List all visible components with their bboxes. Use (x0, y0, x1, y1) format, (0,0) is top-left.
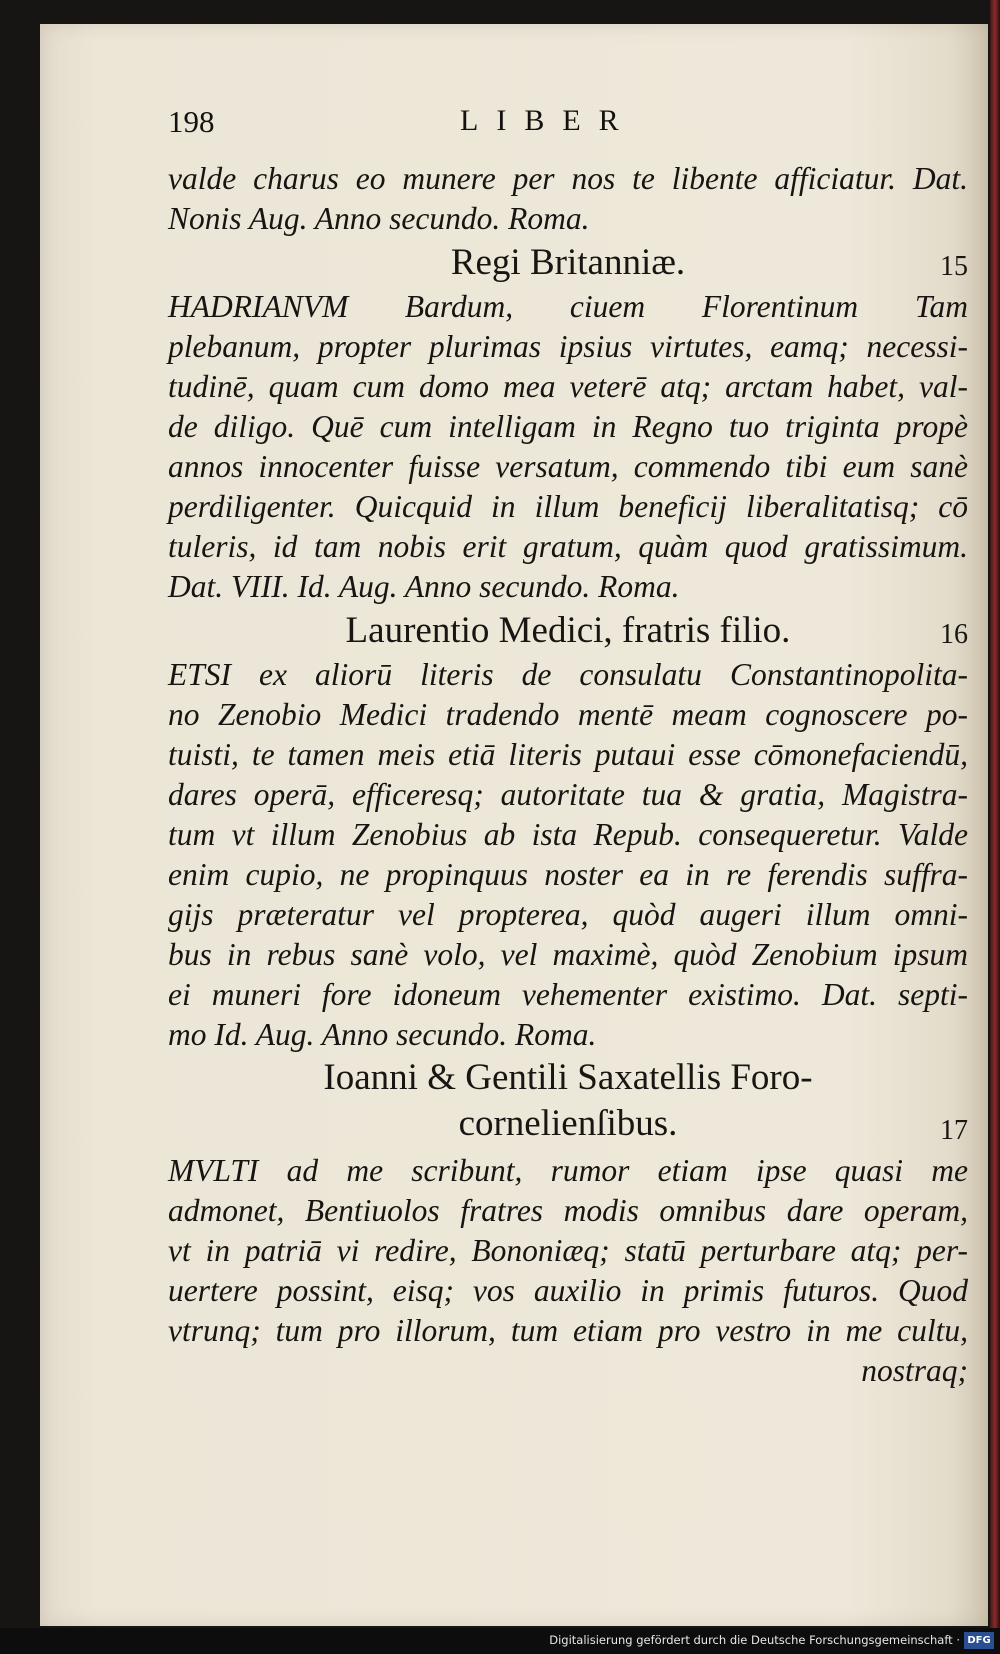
text-line: tudinē, quam cum domo mea veterē atq; arctam habet, val- (168, 369, 968, 404)
text-line: HADRIANVM Bardum, ciuem Florentinum Tam (168, 289, 968, 324)
text-line: MVLTI ad me scribunt, rumor etiam ipse quasi me (168, 1153, 968, 1188)
digitization-footer (0, 1628, 1000, 1654)
text-line: de diligo. Quē cum intelligam in Regno tuo triginta propè (168, 409, 968, 444)
text-line: Nonis Aug. Anno secundo. Roma. (168, 201, 590, 236)
page-number: 198 (168, 104, 215, 139)
letter-heading-title-line: cornelienſibus. (458, 1103, 678, 1144)
text-line: plebanum, propter plurimas ipsius virtutes, eamq; necessi- (168, 329, 968, 364)
text-line: vtrunq; tum pro illorum, tum etiam pro vestro in me cultu, (168, 1313, 968, 1348)
text-line: vt in patriā vi redire, Bononiæq; statū perturbare atq; per- (168, 1233, 968, 1268)
letter-heading (168, 239, 968, 287)
book-page (40, 24, 988, 1626)
text-line: nostraq; (861, 1353, 968, 1388)
letter-heading-title (168, 1055, 968, 1147)
letter-heading-title: Regi Britanniæ. (450, 242, 686, 283)
text-line: dares operā, efficeresq; autoritate tua & gratia, Magistra- (168, 777, 968, 812)
text-line: ei muneri fore idoneum vehementer existimo. Dat. septi- (168, 977, 968, 1012)
letter-heading-title-line: Ioanni & Gentili Saxatellis Foro- (323, 1057, 813, 1098)
page-header (168, 102, 968, 152)
letter-heading-title: Laurentio Medici, fratris filio. (345, 610, 791, 651)
text-line: annos innocenter fuisse versatum, commendo tibi eum sanè (168, 449, 968, 484)
footer-credit: Digitalisierung gefördert durch die Deutsche Forschungsgemeinschaft · (549, 1633, 960, 1647)
text-line: enim cupio, ne propinquus noster ea in re ferendis suffra- (168, 857, 968, 892)
letter-heading (168, 607, 968, 655)
text-line: bus in rebus sanè volo, vel maximè, quòd Zenobium ipsum (168, 937, 968, 972)
letter-number: 15 (940, 251, 968, 282)
text-line: tuisti, te tamen meis etiā literis putaui esse cōmonefaciendū, (168, 737, 968, 772)
text-line: tum vt illum Zenobius ab ista Repub. consequeretur. Valde (168, 817, 968, 852)
text-line: Dat. VIII. Id. Aug. Anno secundo. Roma. (168, 569, 680, 604)
text-line: admonet, Bentiuolos fratres modis omnibus dare operam, (168, 1193, 968, 1228)
text-line: mo Id. Aug. Anno secundo. Roma. (168, 1017, 597, 1052)
text-line: no Zenobio Medici tradendo mentē meam cognoscere po- (168, 697, 968, 732)
dfg-logo-icon: DFG (964, 1632, 994, 1649)
text-line: gijs præteratur vel propterea, quòd augeri illum omni- (168, 897, 968, 932)
text-line: perdiligenter. Quicquid in illum beneficij liberalitatisq; cō (168, 489, 968, 524)
letter-number: 16 (940, 619, 968, 650)
letter-number: 17 (940, 1115, 968, 1146)
body-text (168, 159, 968, 1391)
book-binding-edge (990, 0, 1000, 1654)
text-line: ETSI ex aliorū literis de consulatu Constantinopolita- (168, 657, 968, 692)
running-head: LIBER (460, 104, 637, 137)
text-line: tuleris, id tam nobis erit gratum, quàm quod gratissimum. (168, 529, 968, 564)
text-line: valde charus eo munere per nos te libente afficiatur. Dat. (168, 161, 968, 196)
text-line: uertere possint, eisq; vos auxilio in primis futuros. Quod (168, 1273, 968, 1308)
letter-heading (168, 1055, 968, 1151)
